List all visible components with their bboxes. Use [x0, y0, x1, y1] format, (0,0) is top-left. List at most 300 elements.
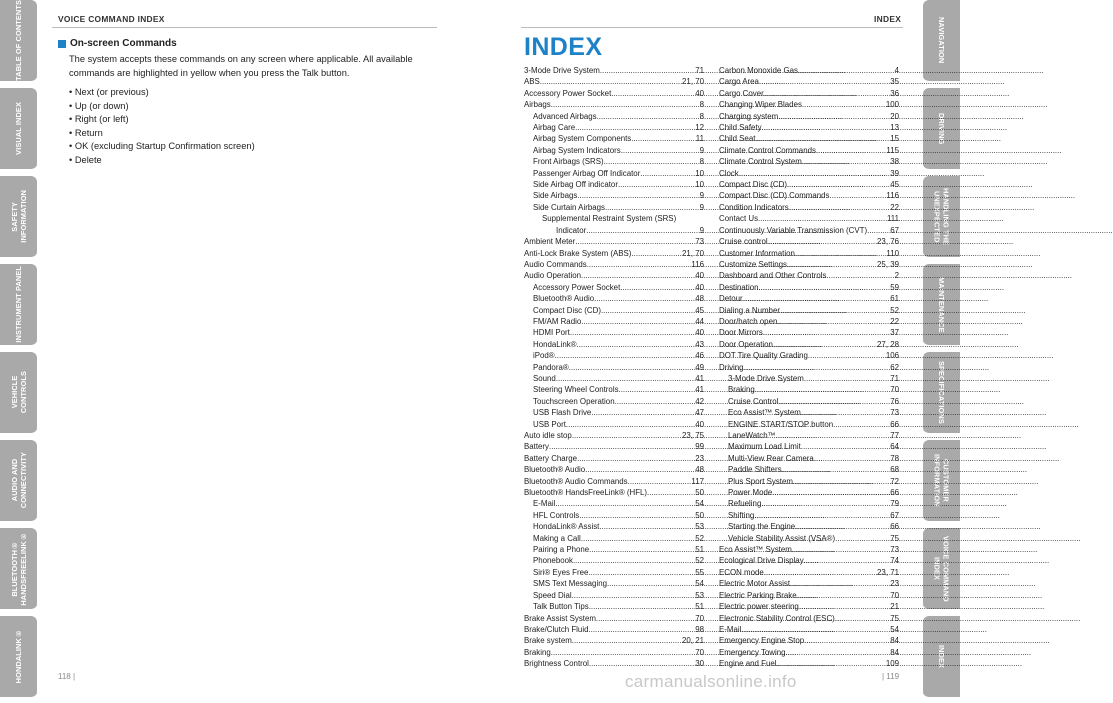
leader-dots [577, 453, 695, 464]
index-entry-term: Destination [719, 282, 759, 292]
left-tab-1[interactable] [0, 88, 37, 170]
tab-label: SPECIFICATIONS [937, 361, 946, 424]
index-entry-term: Compact Disc (CD) Commands [719, 191, 830, 201]
index-entry[interactable] [524, 111, 704, 122]
index-entry[interactable] [524, 601, 704, 612]
index-entry-term: Compact Disc (CD) [719, 180, 787, 190]
index-entry[interactable] [524, 259, 704, 270]
index-entry[interactable] [524, 156, 704, 167]
index-entry-page: 49 [695, 362, 704, 372]
leader-dots [759, 76, 890, 87]
bullet-icon: • [69, 100, 75, 111]
index-entry[interactable] [719, 236, 899, 247]
index-entry-term: Anti-Lock Brake System (ABS) [524, 248, 632, 258]
leader-dots [628, 476, 692, 487]
index-entry[interactable] [719, 133, 899, 144]
index-entry[interactable] [719, 396, 899, 407]
index-entry-term: Brake/Clutch Fluid [524, 624, 589, 634]
index-entry[interactable] [524, 350, 704, 361]
index-entry[interactable] [524, 658, 704, 669]
index-entry-page: 70 [890, 385, 899, 395]
index-entry-term: Customer Information [719, 248, 795, 258]
command-item [69, 100, 438, 114]
index-entry-term: Pairing a Phone [533, 545, 590, 555]
leader-dots [605, 202, 700, 213]
index-entry[interactable] [524, 396, 704, 407]
index-entry-page: 78 [890, 453, 899, 463]
leader-dots [631, 133, 696, 144]
command-item [69, 127, 438, 141]
index-entry[interactable] [719, 111, 899, 122]
index-entry-page: 23, 71 [877, 567, 899, 577]
index-entry[interactable] [719, 168, 899, 179]
index-entry[interactable] [719, 190, 899, 201]
left-tab-0[interactable] [0, 0, 37, 82]
index-entry-page: 48 [695, 465, 704, 475]
index-entry-page: 45 [695, 305, 704, 315]
index-entry-page: 51 [695, 602, 704, 612]
index-entry[interactable] [719, 453, 899, 464]
index-entry-term: Ecological Drive Display [719, 556, 804, 566]
index-entry[interactable] [719, 624, 899, 635]
index-entry[interactable] [719, 327, 899, 338]
index-entry-page: 75 [890, 533, 899, 543]
index-entry-page: 75 [890, 613, 899, 623]
index-entry-page: 53 [695, 522, 704, 532]
left-tab-4[interactable] [0, 352, 37, 434]
leader-dots [570, 327, 695, 338]
index-entry-page: 55 [695, 567, 704, 577]
index-entry-term: Multi-View Rear Camera [728, 453, 814, 463]
index-entry-term: Climate Control Commands [719, 145, 816, 155]
leader-dots [804, 555, 891, 566]
index-entry[interactable] [524, 339, 704, 350]
index-entry[interactable] [524, 464, 704, 475]
index-entry-term: Steering Wheel Controls [533, 385, 619, 395]
command-text: Right (or left) [74, 114, 129, 125]
index-entry-page: 52 [695, 556, 704, 566]
index-entry-term: SMS Text Messaging [533, 579, 607, 589]
leader-dots [588, 567, 695, 578]
index-entry-page: 40 [695, 271, 704, 281]
left-tab-6[interactable] [0, 528, 37, 610]
leader-dots [867, 225, 890, 236]
index-entry-term: Pandora® [533, 362, 569, 372]
leader-dots [830, 190, 887, 201]
leader-dots [589, 658, 695, 669]
command-text: OK (excluding Startup Confirmation screen) [74, 141, 255, 152]
index-entry[interactable] [719, 578, 899, 589]
index-entry-term: Child Safety [719, 123, 762, 133]
index-entry[interactable] [719, 476, 899, 487]
index-entry[interactable] [524, 555, 704, 566]
leader-dots [540, 76, 682, 87]
index-entry[interactable] [719, 441, 899, 452]
leader-dots [808, 350, 886, 361]
index-entry-term: Airbag Care [533, 123, 576, 133]
index-entry-page: 25, 39 [877, 259, 899, 269]
index-entry[interactable] [719, 498, 899, 509]
index-entry[interactable] [524, 76, 704, 87]
leader-dots [589, 544, 695, 555]
index-entry-page: 100 [885, 100, 899, 110]
index-entry-page: 40 [695, 328, 704, 338]
index-entry-term: Continuously Variable Transmission (CVT) [719, 225, 868, 235]
index-entry-page: 8 [699, 100, 704, 110]
index-entry-term: Advanced Airbags [533, 111, 597, 121]
section-description: The system accepts these commands on any screen where applicable. All available commands are highlighted in yellow when you press the Talk button. [69, 54, 413, 78]
leader-dots [579, 510, 695, 521]
index-entry-page: 73 [890, 408, 899, 418]
index-entry[interactable] [524, 213, 704, 224]
bullet-icon: • [69, 141, 75, 152]
index-entry[interactable] [719, 316, 899, 327]
index-entry-page: 12 [695, 123, 704, 133]
leader-dots [780, 305, 890, 316]
index-entry[interactable] [719, 555, 899, 566]
index-entry-term: Brightness Control [524, 659, 589, 669]
index-entry-term: iPod® [533, 351, 555, 361]
index-entry-page: 77 [890, 431, 899, 440]
index-entry[interactable] [719, 76, 899, 87]
index-entry[interactable] [524, 236, 704, 247]
index-entry[interactable] [524, 362, 704, 373]
index-entry-term: Contact Us [719, 214, 759, 224]
index-entry[interactable] [524, 327, 704, 338]
index-entry[interactable] [524, 510, 704, 521]
index-entry-page: 20, 21 [682, 636, 704, 646]
index-entry-page: 84 [890, 647, 899, 657]
index-entry[interactable] [524, 373, 704, 384]
index-entry-page: 23 [695, 453, 704, 463]
index-entry[interactable] [719, 464, 899, 475]
leader-dots [569, 362, 696, 373]
right-page-header: INDEX [874, 14, 902, 24]
index-entry-page: 50 [695, 510, 704, 520]
index-entry-page: 116 [691, 259, 704, 269]
leader-dots [758, 282, 890, 293]
leader-dots [764, 88, 890, 99]
index-entry-page: 2 [894, 271, 899, 281]
index-entry[interactable] [719, 213, 899, 224]
leader-dots [556, 373, 695, 384]
index-entry-term: Eco Assist™ System [728, 408, 801, 418]
left-tab-2[interactable] [0, 176, 37, 258]
index-entry[interactable] [524, 613, 704, 624]
command-list [69, 86, 438, 168]
index-entry[interactable] [524, 282, 704, 293]
index-entry-page: 111 [887, 214, 899, 224]
index-entry-page: 20 [890, 111, 899, 121]
index-entry-page: 35 [890, 77, 899, 87]
index-entry-page: 47 [695, 408, 704, 418]
index-entry-page: 38 [890, 157, 899, 167]
index-entry[interactable] [524, 498, 704, 509]
index-entry[interactable] [719, 293, 899, 304]
index-entry-term: E-Mail [719, 624, 742, 634]
index-entry[interactable] [719, 647, 899, 658]
index-entry-term: Accessory Power Socket [533, 282, 621, 292]
index-entry-page: 23, 75 [682, 431, 704, 440]
index-entry-term: Vehicle Stability Assist (VSA®) [728, 533, 836, 543]
index-entry[interactable] [719, 248, 899, 259]
leader-dots [814, 453, 890, 464]
index-entry[interactable] [719, 544, 899, 555]
index-entry-term: Side Airbag Off indicator [533, 180, 618, 190]
index-entry-term: 3-Mode Drive System [728, 373, 804, 383]
index-entry[interactable] [719, 384, 899, 395]
index-entry-page: 22 [890, 316, 899, 326]
leader-dots [793, 476, 890, 487]
leader-dots [549, 441, 695, 452]
index-entry-term: Emergency Engine Stop [719, 636, 805, 646]
index-entry[interactable] [524, 65, 704, 76]
leader-dots [640, 168, 695, 179]
leader-dots [631, 248, 682, 259]
index-entry[interactable] [524, 122, 704, 133]
left-tab-7[interactable] [0, 616, 37, 698]
index-entry-page: 67 [890, 510, 899, 520]
index-entry-term: Touchscreen Operation [533, 396, 615, 406]
index-entry-page: 66 [890, 419, 899, 429]
index-entry[interactable] [524, 225, 704, 236]
index-entry-term: HDMI Port [533, 328, 570, 338]
index-entry-page: 4 [894, 66, 899, 75]
leader-dots [575, 236, 695, 247]
index-entry[interactable] [524, 270, 704, 281]
index-entry-page: 66 [890, 522, 899, 532]
leader-dots [790, 578, 890, 589]
index-entry-term: Airbag System Components [533, 134, 632, 144]
leader-dots [599, 521, 695, 532]
command-text: Up (or down) [74, 100, 129, 111]
index-entry-page: 70 [695, 613, 704, 623]
index-entry[interactable] [524, 145, 704, 156]
index-entry-page: 64 [890, 442, 899, 452]
tab-label: AUDIO AND CONNECTIVITY [9, 452, 28, 509]
index-entry-page: 39 [890, 168, 899, 178]
index-entry-term: Engine and Fuel [719, 659, 777, 669]
index-entry[interactable] [524, 88, 704, 99]
leader-dots [804, 373, 890, 384]
index-entry[interactable] [719, 373, 899, 384]
index-entry[interactable] [524, 430, 704, 441]
index-entry-page: 62 [890, 362, 899, 372]
leader-dots [555, 350, 696, 361]
index-entry-page: 106 [885, 351, 899, 361]
leader-dots [647, 487, 695, 498]
index-entry-term: Door Mirrors [719, 328, 763, 338]
index-entry-page: 117 [691, 476, 704, 486]
index-entry[interactable] [524, 99, 704, 110]
index-entry[interactable] [719, 567, 899, 578]
index-entry-page: 40 [695, 88, 704, 98]
index-entry-term: Supplemental Restraint System (SRS) [542, 214, 677, 224]
index-entry-term: Cruise control [719, 237, 768, 247]
tab-label: HANDLING THE UNEXPECTED [932, 187, 951, 246]
index-entry[interactable] [524, 453, 704, 464]
left-tab-3[interactable] [0, 264, 37, 346]
index-entry-page: 54 [695, 499, 704, 509]
index-entry[interactable] [524, 419, 704, 430]
tab-label: INSTRUMENT PANEL [14, 266, 23, 343]
index-entry-page: 42 [695, 396, 704, 406]
leader-dots [758, 213, 887, 224]
index-entry[interactable] [719, 635, 899, 646]
index-entry[interactable] [719, 590, 899, 601]
index-column-left [524, 65, 704, 670]
index-entry[interactable] [524, 168, 704, 179]
index-entry-term: Ambient Meter [524, 237, 576, 247]
leader-dots [604, 156, 700, 167]
index-entry[interactable] [524, 133, 704, 144]
index-entry[interactable] [524, 305, 704, 316]
index-entry[interactable] [524, 578, 704, 589]
index-entry-term: HFL Controls [533, 510, 580, 520]
index-entry[interactable] [719, 533, 899, 544]
leader-dots [581, 270, 695, 281]
command-item [69, 154, 438, 168]
index-entry-term: Changing Wiper Blades [719, 100, 802, 110]
index-entry-page: 72 [890, 476, 899, 486]
leader-dots [587, 259, 692, 270]
index-entry[interactable] [524, 487, 704, 498]
index-entry[interactable] [524, 624, 704, 635]
index-entry-page: 73 [890, 545, 899, 555]
tab-label: BLUETOOTH® HANDSFREELINK® [9, 531, 28, 606]
tab-label: VOICE COMMAND INDEX [932, 535, 951, 602]
index-entry[interactable] [719, 487, 899, 498]
index-entry-term: Front Airbags (SRS) [533, 157, 604, 167]
index-entry[interactable] [524, 476, 704, 487]
index-entry-page: 70 [695, 647, 704, 657]
section-square-icon [58, 40, 66, 48]
leader-dots [755, 133, 890, 144]
leader-dots [621, 145, 700, 156]
index-entry-page: 99 [695, 442, 704, 452]
index-entry[interactable] [524, 179, 704, 190]
index-entry-page: 23 [890, 579, 899, 589]
left-tab-5[interactable] [0, 440, 37, 522]
index-entry[interactable] [719, 430, 899, 441]
index-entry[interactable] [719, 145, 899, 156]
index-entry[interactable] [719, 88, 899, 99]
index-entry[interactable] [524, 647, 704, 658]
index-entry[interactable] [524, 202, 704, 213]
watermark: carmanualsonline.info [625, 672, 797, 691]
index-entry[interactable] [719, 99, 899, 110]
index-entry[interactable] [719, 259, 899, 270]
index-entry-term: Talk Button Tips [533, 602, 589, 612]
leader-dots [798, 65, 895, 76]
index-entry[interactable] [719, 339, 899, 350]
leader-dots [743, 293, 891, 304]
index-entry[interactable] [524, 384, 704, 395]
index-entry-term: Driving [719, 362, 744, 372]
index-entry[interactable] [524, 521, 704, 532]
index-entry-page: 15 [890, 134, 899, 144]
index-entry-term: Braking [524, 647, 551, 657]
index-entry[interactable] [719, 613, 899, 624]
leader-dots [816, 145, 886, 156]
index-entry[interactable] [719, 202, 899, 213]
tab-label: TABLE OF CONTENTS [14, 0, 23, 81]
index-entry[interactable] [719, 510, 899, 521]
index-entry[interactable] [524, 293, 704, 304]
leader-dots [797, 590, 891, 601]
leader-dots [572, 590, 696, 601]
index-entry[interactable] [719, 362, 899, 373]
leader-dots [620, 282, 695, 293]
leader-dots [581, 533, 695, 544]
index-entry-page: 10 [695, 180, 704, 190]
page-number-left: 118 | [58, 672, 76, 681]
index-entry-term: Cargo Area [719, 77, 759, 87]
index-entry-term: Making a Call [533, 533, 581, 543]
index-entry[interactable] [719, 179, 899, 190]
index-entry[interactable] [719, 65, 899, 76]
index-entry-term: Electronic Stability Control (ESC) [719, 613, 835, 623]
index-entry-term: Auto idle stop [524, 431, 572, 440]
index-entry[interactable] [524, 567, 704, 578]
index-entry-term: Electric Parking Brake [719, 590, 797, 600]
index-entry-page: 23, 76 [877, 237, 899, 247]
index-entry[interactable] [524, 407, 704, 418]
index-entry[interactable] [524, 635, 704, 646]
index-entry[interactable] [524, 544, 704, 555]
index-entry[interactable] [524, 533, 704, 544]
index-entry-term: ECON mode [719, 567, 764, 577]
index-entry-term: Brake Assist System [524, 613, 596, 623]
index-entry[interactable] [719, 601, 899, 612]
command-text: Return [74, 127, 103, 138]
index-entry-term: Child Seat [719, 134, 756, 144]
index-entry[interactable] [524, 441, 704, 452]
index-entry[interactable] [524, 248, 704, 259]
index-entry-page: 98 [695, 624, 704, 634]
index-entry-term: Refueling [728, 499, 762, 509]
leader-dots [585, 464, 695, 475]
index-entry-page: 71 [695, 66, 704, 75]
index-entry[interactable] [719, 156, 899, 167]
index-entry-page: 44 [695, 316, 704, 326]
index-entry-term: Bluetooth® Audio Commands [524, 476, 628, 486]
index-entry[interactable] [719, 305, 899, 316]
index-entry[interactable] [719, 122, 899, 133]
index-entry[interactable] [719, 350, 899, 361]
index-entry[interactable] [719, 407, 899, 418]
leader-dots [577, 339, 696, 350]
leader-dots [601, 305, 695, 316]
index-entry[interactable] [719, 225, 899, 236]
index-entry-page: 84 [890, 636, 899, 646]
index-entry-term: Condition Indicators [719, 202, 789, 212]
index-entry[interactable] [719, 282, 899, 293]
index-entry[interactable] [719, 658, 899, 669]
index-entry-page: 116 [886, 191, 899, 201]
index-entry[interactable] [719, 419, 899, 430]
tab-label: VISUAL INDEX [14, 102, 23, 155]
index-entry[interactable] [524, 190, 704, 201]
index-entry[interactable] [524, 316, 704, 327]
index-entry[interactable] [719, 270, 899, 281]
index-entry[interactable] [524, 590, 704, 601]
index-entry[interactable] [719, 521, 899, 532]
leader-dots [773, 339, 877, 350]
leader-dots [572, 635, 682, 646]
index-entry-page: 22 [890, 202, 899, 212]
index-entry-page: 36 [890, 88, 899, 98]
